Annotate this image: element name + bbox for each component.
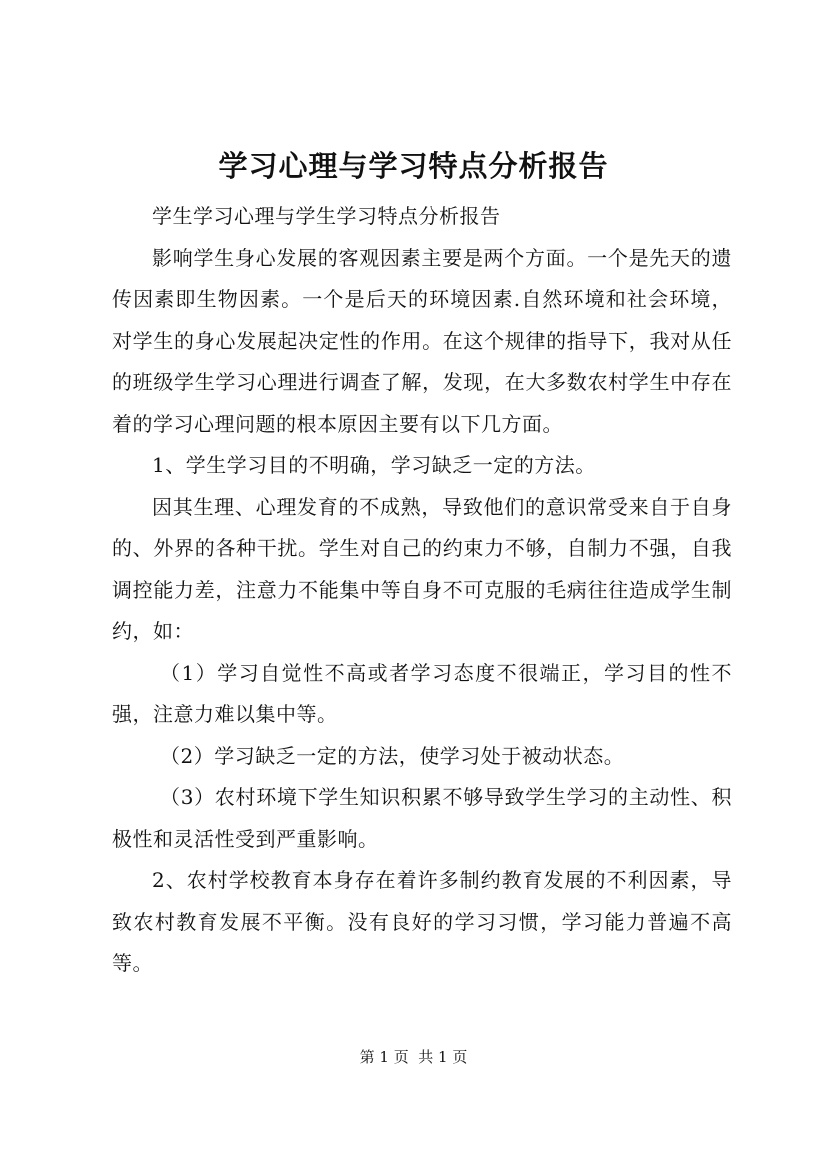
- paragraph-cause: 因其生理、心理发育的不成熟，导致他们的意识常受来自于自身的、外界的各种干扰。学生对自己的约束力不够，自制力不强，自我调控能力差，注意力不能集中等自身不可克服的毛病往往造成学生制约，如：: [112, 494, 732, 643]
- paragraph-point-1: 1、学生学习目的不明确，学习缺乏一定的方法。: [152, 453, 596, 477]
- document-title: 学习心理与学习特点分析报告: [218, 149, 609, 183]
- page-number-label: 第 1 页 共 1 页: [359, 1048, 468, 1066]
- paragraph-intro: 影响学生身心发展的客观因素主要是两个方面。一个是先天的遗传因素即生物因素。一个是后天的环境因素.自然环境和社会环境，对学生的身心发展起决定性的作用。在这个规律的指导下，我对从任的班级学生学习心理进行调查了解，发现，在大多数农村学生中存在着的学习心理问题的根本原因主要有以下几方面。: [112, 245, 732, 436]
- page-footer: [0, 1047, 827, 1067]
- paragraph-item-1: （1）学习自觉性不高或者学习态度不很端正，学习目的性不强，注意力难以集中等。: [112, 660, 732, 726]
- paragraph-point-2: 2、农村学校教育本身存在着许多制约教育发展的不利因素，导致农村教育发展不平衡。没有良好的学习习惯，学习能力普遍不高等。: [112, 868, 732, 975]
- paragraph-item-2: （2）学习缺乏一定的方法，使学习处于被动状态。: [160, 743, 625, 768]
- paragraph-subtitle: 学生学习心理与学生学习特点分析报告: [152, 204, 501, 228]
- paragraph-item-3: （3）农村环境下学生知识积累不够导致学生学习的主动性、积极性和灵活性受到严重影响。: [112, 785, 732, 851]
- document-body: [112, 196, 732, 985]
